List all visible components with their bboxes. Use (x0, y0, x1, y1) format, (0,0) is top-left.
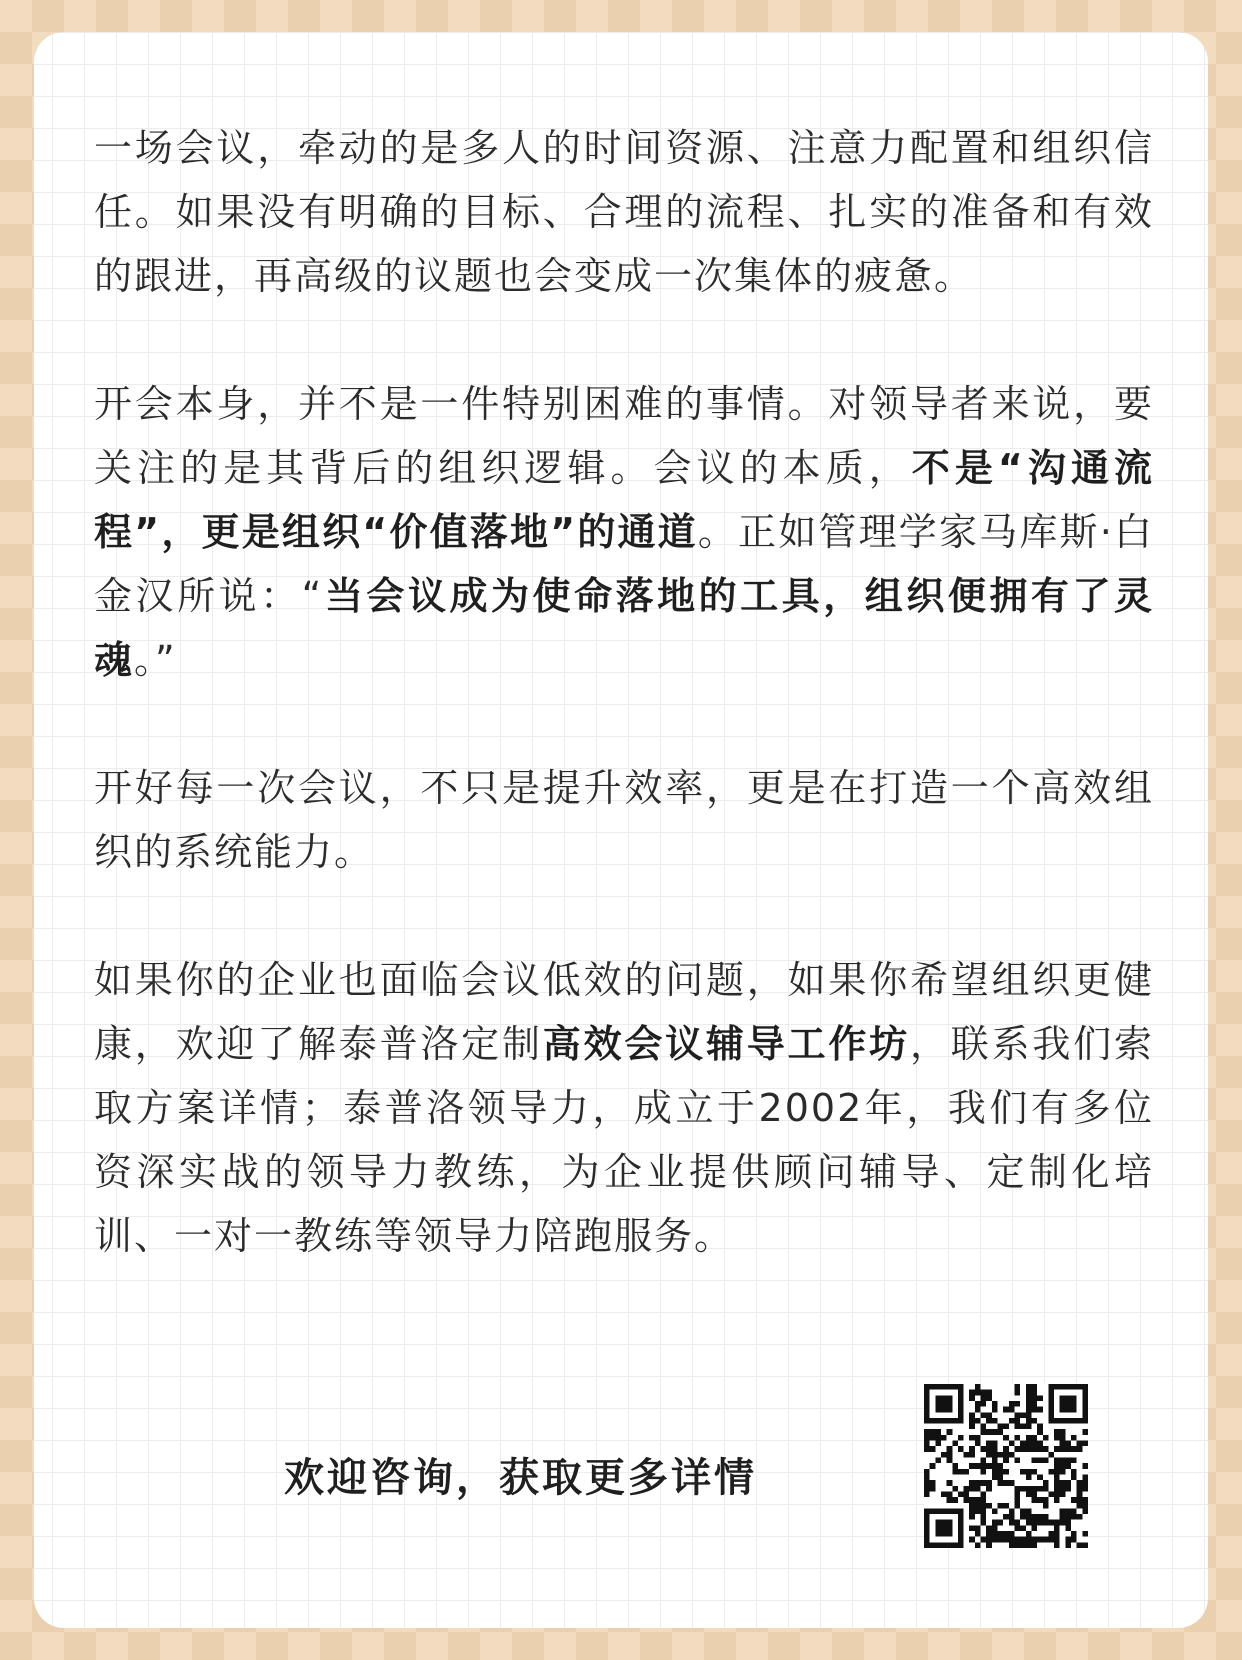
paragraph-4-text-a: 如果你的企业也面临会议低效的问题，如果你希望组织更健康，欢迎了解泰普洛定制 (94, 958, 1154, 1066)
content-card (34, 32, 1208, 1628)
paragraph-2-emphasis-a: 不是“沟通流程”，更是组织“价值落地”的通道 (94, 446, 1154, 554)
paragraph-4-text-b: ，联系我们索取方案详情；泰普洛领导力，成立于2002年，我们有多位资深实战的领导力教练，为企业提供顾问辅导、定制化培训、一对一教练等领导力陪跑服务。 (94, 1022, 1154, 1258)
paragraph-3-text: 开好每一次会议，不只是提升效率，更是在打造一个高效组织的系统能力。 (94, 766, 1154, 874)
paragraph-1 (94, 116, 1154, 308)
paragraph-4-workshop-name: 高效会议辅导工作坊 (542, 1022, 910, 1066)
qr-code-icon[interactable] (924, 1384, 1088, 1548)
paragraph-2-text-c: 。” (134, 638, 177, 682)
paragraph-2-quote: 当会议成为使命落地的工具，组织便拥有了灵魂 (94, 574, 1154, 682)
paragraph-2 (94, 372, 1154, 692)
paragraph-3 (94, 756, 1154, 884)
article-body (94, 116, 1154, 1332)
paragraph-2-text-b: 。正如管理学家马库斯·白金汉所说：“ (94, 510, 1154, 618)
paragraph-2-text-a: 开会本身，并不是一件特别困难的事情。对领导者来说，要关注的是其背后的组织逻辑。会议的本质， (94, 382, 1154, 490)
paragraph-1-text: 一场会议，牵动的是多人的时间资源、注意力配置和组织信任。如果没有明确的目标、合理的流程、扎实的准备和有效的跟进，再高级的议题也会变成一次集体的疲惫。 (94, 126, 1154, 298)
paragraph-4 (94, 948, 1154, 1268)
consult-cta: 欢迎咨询，获取更多详情 (284, 1455, 757, 1501)
